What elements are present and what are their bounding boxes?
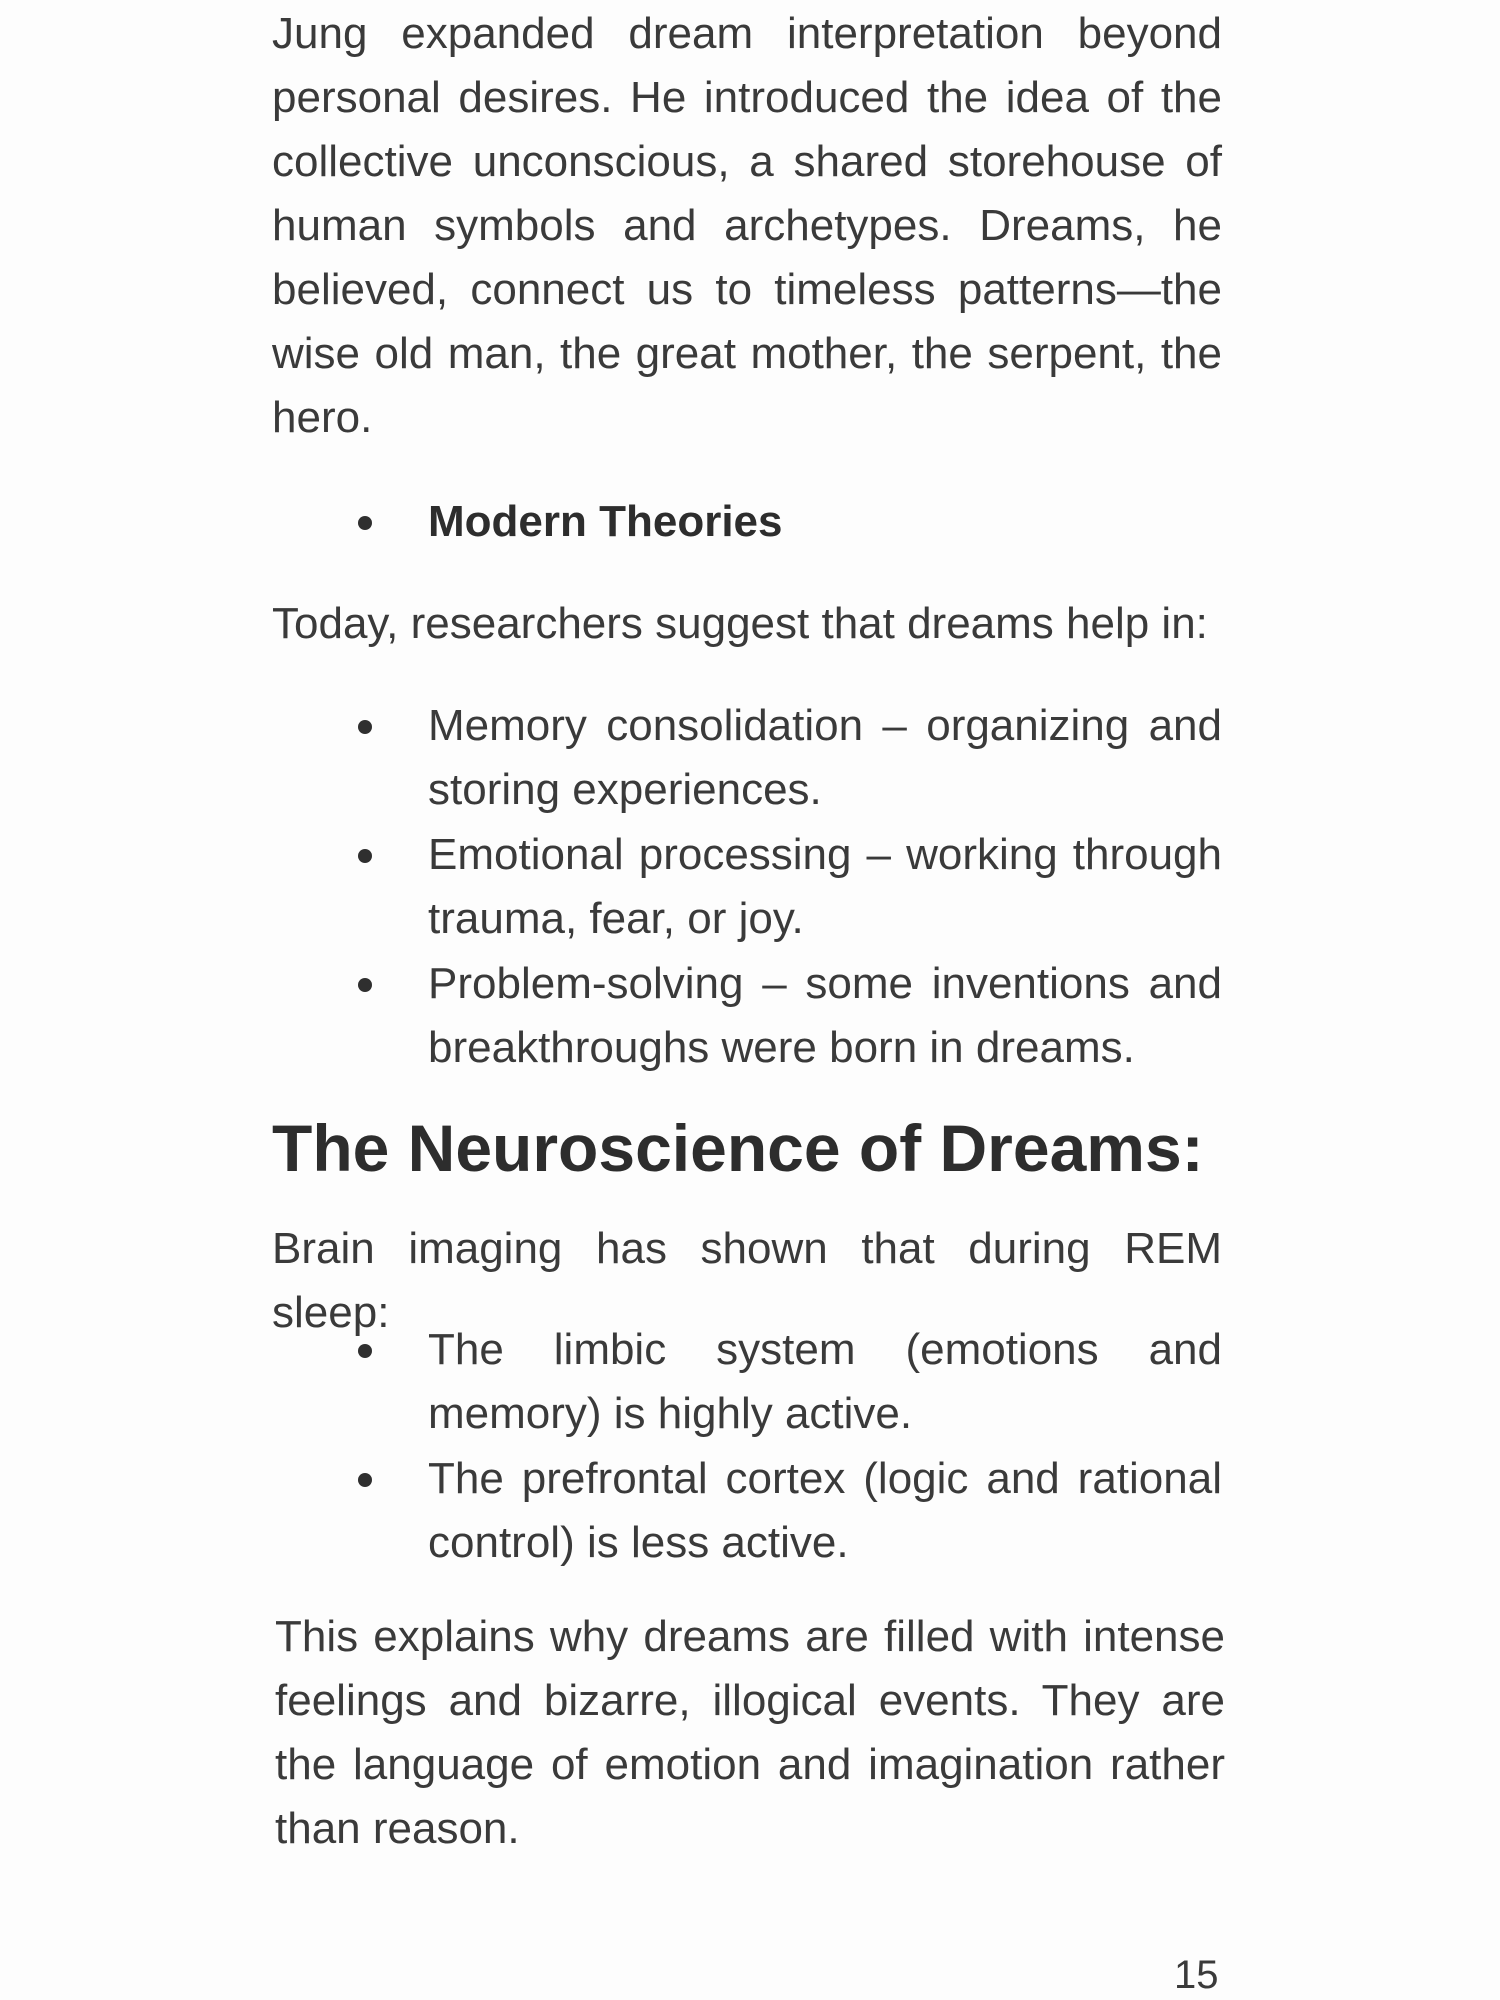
page-number: 15 [1174, 1953, 1219, 1997]
bullet-icon [358, 516, 372, 530]
conclusion-paragraph: This explains why dreams are filled with intense feelings and bizarre, illogical events. They are the language of emotion and imagination rather than reason. [275, 1612, 1225, 1853]
list-item [272, 1447, 1222, 1575]
bullet-icon [358, 1344, 372, 1358]
list-item-text: The prefrontal cortex (logic and rational control) is less active. [428, 1454, 1222, 1567]
list-item-text: Memory consolidation – organizing and storing experiences. [428, 701, 1222, 814]
list-item-text: The limbic system (emotions and memory) is highly active. [428, 1325, 1222, 1438]
bullet-icon [358, 978, 372, 992]
neuroscience-heading: The Neuroscience of Dreams: [272, 1111, 1204, 1185]
rem-findings-list [272, 1318, 1222, 1576]
theories-list [272, 694, 1222, 1081]
bullet-icon [358, 849, 372, 863]
list-item [272, 694, 1222, 822]
bullet-icon [358, 1473, 372, 1487]
list-item-text: Problem-solving – some inventions and breakthroughs were born in dreams. [428, 959, 1222, 1072]
modern-theories-label: Modern Theories [428, 497, 783, 546]
list-item-text: Emotional processing – working through trauma, fear, or joy. [428, 830, 1222, 943]
list-item [272, 823, 1222, 951]
brain-intro: Brain imaging has shown that during REM sleep: [272, 1224, 1222, 1337]
bullet-icon [358, 720, 372, 734]
jung-paragraph: Jung expanded dream interpretation beyond personal desires. He introduced the idea of the collective unconscious, a shared storehouse of human symbols and archetypes. Dreams, he believed, connect us to timeless patterns—the wise old man, the great mother, the serpent, the hero. [272, 9, 1222, 442]
modern-theories-heading [272, 490, 1222, 554]
today-intro: Today, researchers suggest that dreams help in: [272, 599, 1208, 648]
list-item [272, 1318, 1222, 1446]
list-item [272, 952, 1222, 1080]
